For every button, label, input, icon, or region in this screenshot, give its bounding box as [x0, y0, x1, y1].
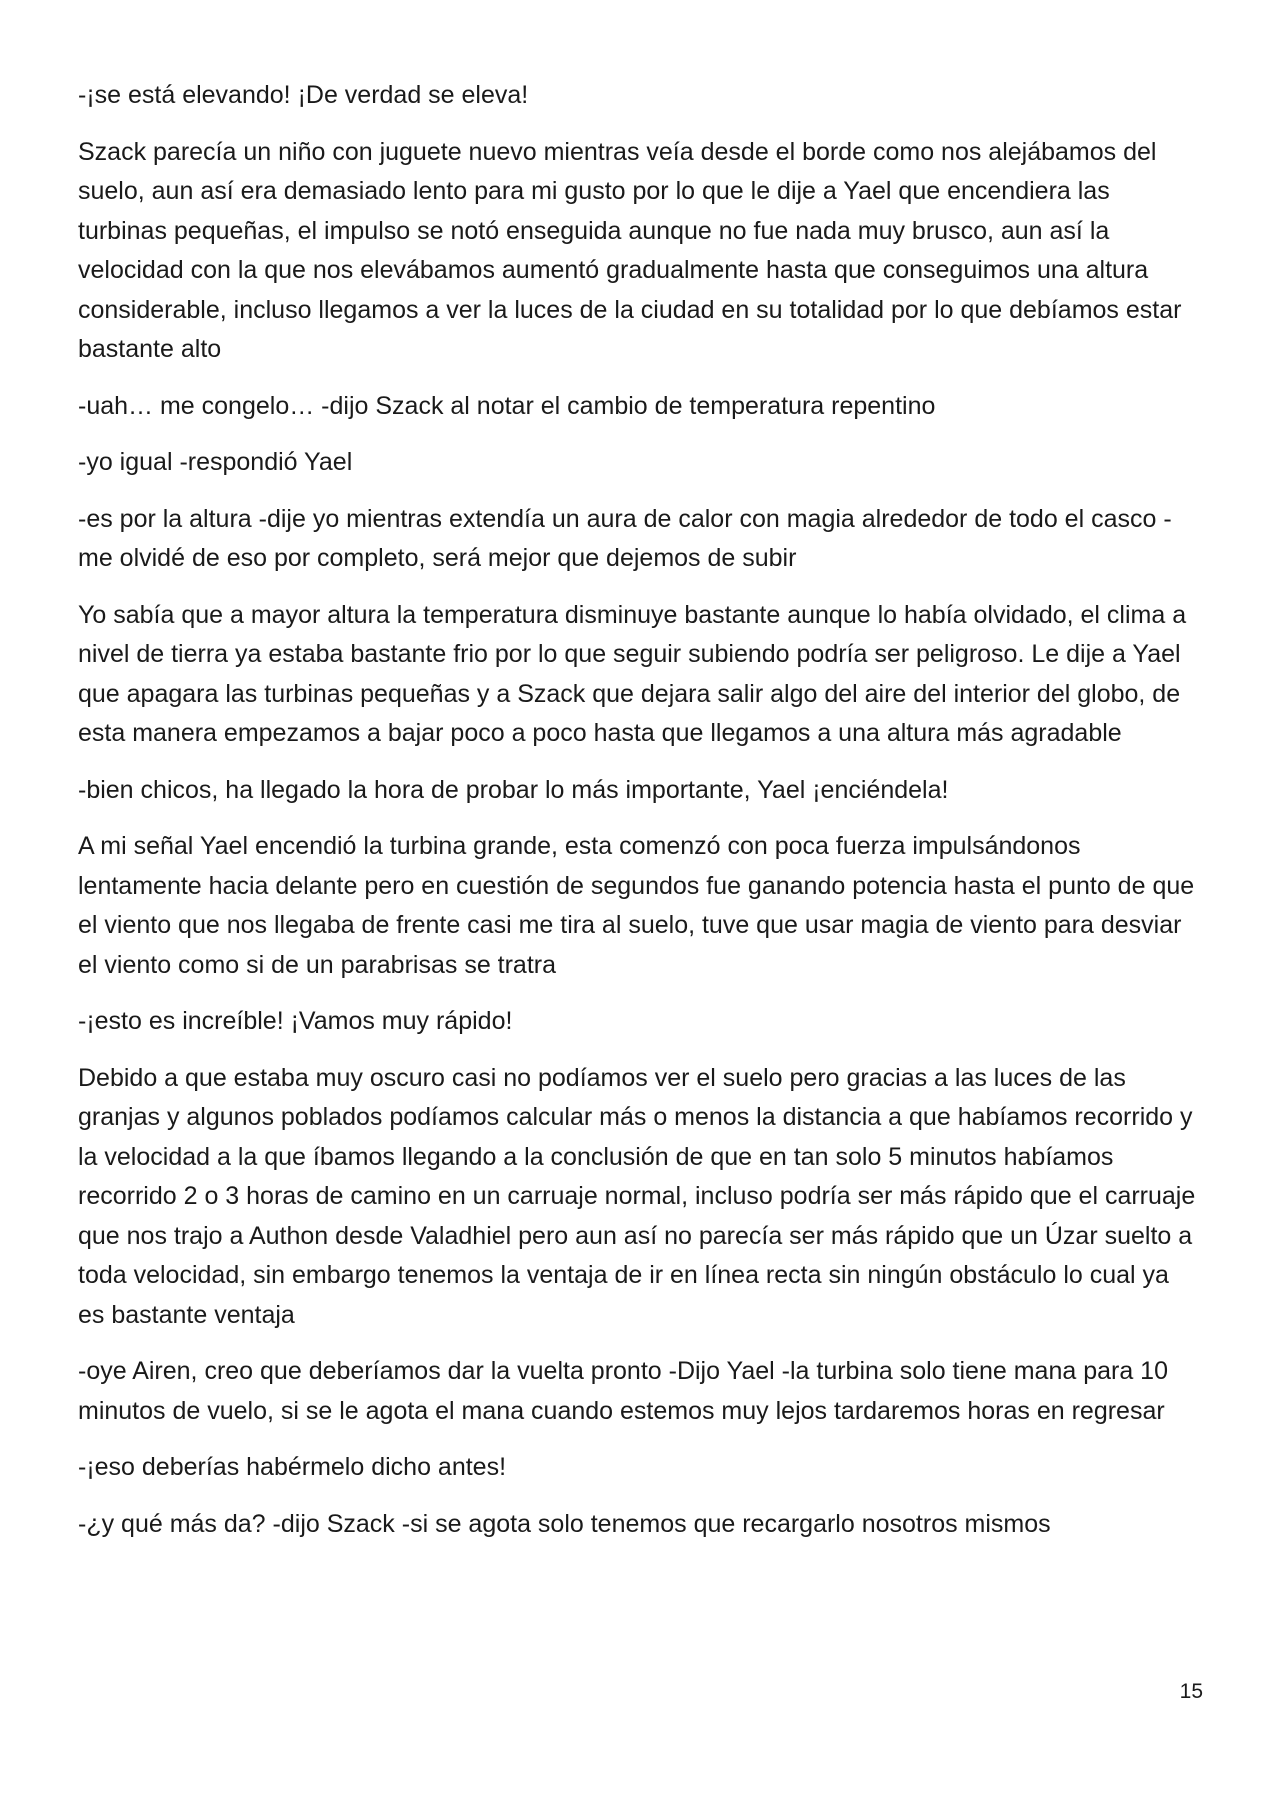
paragraph: -¡eso deberías habérmelo dicho antes!	[78, 1453, 507, 1481]
paragraph: -¡se está elevando! ¡De verdad se eleva!	[78, 81, 529, 109]
paragraph: Szack parecía un niño con juguete nuevo mientras veía desde el borde como nos alejábamos del suelo, aun así era demasiado lento para mi gusto por lo que le dije a Yael que encendiera las turbinas pequeñas, el impulso se notó enseguida aunque no fue nada muy brusco, aun así la velocidad con la que nos elevábamos aumentó gradualmente hasta que conseguimos una altura considerable, incluso llegamos a ver la luces de la ciudad en su totalidad por lo que debíamos estar bastante alto	[78, 137, 1182, 363]
paragraph: -bien chicos, ha llegado la hora de probar lo más importante, Yael ¡enciéndela!	[78, 775, 949, 804]
paragraph: Yo sabía que a mayor altura la temperatura disminuye bastante aunque lo había olvidado, el clima a nivel de tierra ya estaba bastante frio por lo que seguir subiendo podría ser peligroso. Le dije a Yael que apagara las turbinas pequeñas y a Szack que dejara salir algo del aire del interior del globo, de esta manera empezamos a bajar poco a poco hasta que llegamos a una altura más agradable	[78, 600, 1187, 747]
paragraph: -uah… me congelo… -dijo Szack al notar el cambio de temperatura repentino	[78, 391, 936, 420]
paragraph: -es por la altura -dije yo mientras extendía un aura de calor con magia alrededor de todo el casco -me olvidé de eso por completo, será mejor que dejemos de subir	[78, 504, 1172, 572]
body-text	[78, 76, 1202, 1561]
paragraph: -oye Airen, creo que deberíamos dar la vuelta pronto -Dijo Yael -la turbina solo tiene mana para 10 minutos de vuelo, si se le agota el mana cuando estemos muy lejos tardaremos horas en regresar	[78, 1357, 1168, 1425]
paragraph: -yo igual -respondió Yael	[78, 448, 353, 476]
paragraph: Debido a que estaba muy oscuro casi no podíamos ver el suelo pero gracias a las luces de las granjas y algunos poblados podíamos calcular más o menos la distancia a que habíamos recorrido y la velocidad a la que íbamos llegando a la conclusión de que en tan solo 5 minutos habíamos recorrido 2 o 3 horas de camino en un carruaje normal, incluso podría ser más rápido que el carruaje que nos trajo a Authon desde Valadhiel pero aun así no parecía ser más rápido que un Úzar suelto a toda velocidad, sin embargo tenemos la ventaja de ir en línea recta sin ningún obstáculo lo cual ya es bastante ventaja	[78, 1063, 1196, 1329]
paragraph: -¡esto es increíble! ¡Vamos muy rápido!	[78, 1007, 513, 1035]
page-number: 15	[1179, 1680, 1203, 1703]
paragraph: -¿y qué más da? -dijo Szack -si se agota solo tenemos que recargarlo nosotros mismos	[78, 1509, 1051, 1538]
paragraph: A mi señal Yael encendió la turbina grande, esta comenzó con poca fuerza impulsándonos lentamente hacia delante pero en cuestión de segundos fue ganando potencia hasta el punto de que el viento que nos llegaba de frente casi me tira al suelo, tuve que usar magia de viento para desviar el viento como si de un parabrisas se tratra	[78, 832, 1195, 979]
